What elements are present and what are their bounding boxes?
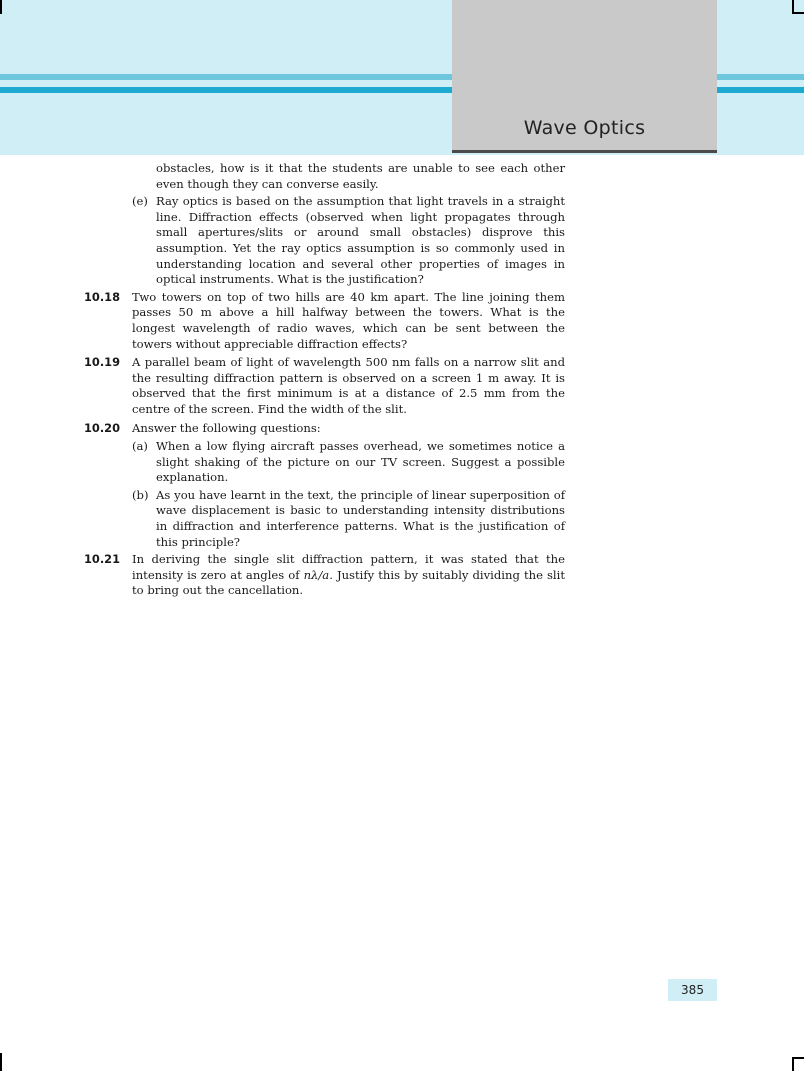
- sub-label-e: (e): [132, 194, 148, 209]
- sub-text-b: As you have learnt in the text, the principle of linear superposition of wave displacement is basic to understanding intensity distributions in diffraction and interference patterns. What is the justification of this principle?: [156, 487, 565, 549]
- crop-mark-top-right-h: [792, 12, 804, 14]
- question-text-after: . Justify this by suitably dividing the slit to bring out the cancellation.: [132, 567, 565, 598]
- question-10-19: [84, 355, 565, 417]
- sub-text-a: When a low flying aircraft passes overhead, we sometimes notice a slight shaking of the picture on our TV screen. Suggest a possible explanation.: [156, 439, 565, 485]
- chapter-title: Wave Optics: [523, 117, 646, 139]
- sub-text-e: Ray optics is based on the assumption that light travels in a straight line. Diffraction effects (observed when light propagates through small apertures/slits or around small obstacles) disprove this assumption. Yet the ray optics assumption is so commonly used in understanding location and several other properties of images in optical instruments. What is the justification?: [156, 194, 565, 287]
- question-text: Two towers on top of two hills are 40 km apart. The line joining them passes 50 m above a hill halfway between the towers. What is the longest wavelength of radio waves, which can be sent between the towers without appreciable diffraction effects?: [132, 289, 565, 351]
- crop-mark-bottom-right-h: [792, 1057, 804, 1059]
- question-text: A parallel beam of light of wavelength 500 nm falls on a narrow slit and the resulting diffraction pattern is observed on a screen 1 m away. It is observed that the first minimum is at a distance of 2.5 mm from the centre of the screen. Find the width of the slit.: [132, 355, 565, 416]
- question-continuation: obstacles, how is it that the students are unable to see each other even though they can converse easily.: [156, 161, 565, 191]
- question-10-18: [84, 290, 565, 352]
- question-number: 10.19: [84, 355, 121, 370]
- crop-mark-bottom-right: [792, 1057, 794, 1071]
- question-10-20: [84, 421, 565, 437]
- question-number: 10.18: [84, 289, 121, 304]
- page-number: 385: [668, 979, 717, 1001]
- crop-mark-bottom-left: [0, 1053, 2, 1071]
- sub-question-b: [84, 488, 565, 550]
- exercise-content: [84, 161, 565, 602]
- math-expression: nλ/a: [303, 567, 330, 582]
- question-text-before: In deriving the single slit diffraction pattern, it was stated that the intensity is zero at angles of: [132, 552, 565, 582]
- sub-label-b: (b): [132, 487, 149, 502]
- sub-question-a: [84, 439, 565, 486]
- question-number: 10.21: [84, 552, 121, 567]
- sub-question-e: [84, 194, 565, 288]
- question-10-21: [84, 552, 565, 599]
- chapter-title-rule: [452, 150, 717, 153]
- question-text: Answer the following questions:: [132, 420, 321, 435]
- sub-label-a: (a): [132, 439, 148, 454]
- crop-mark-top-left: [0, 0, 2, 14]
- question-number: 10.20: [84, 420, 121, 435]
